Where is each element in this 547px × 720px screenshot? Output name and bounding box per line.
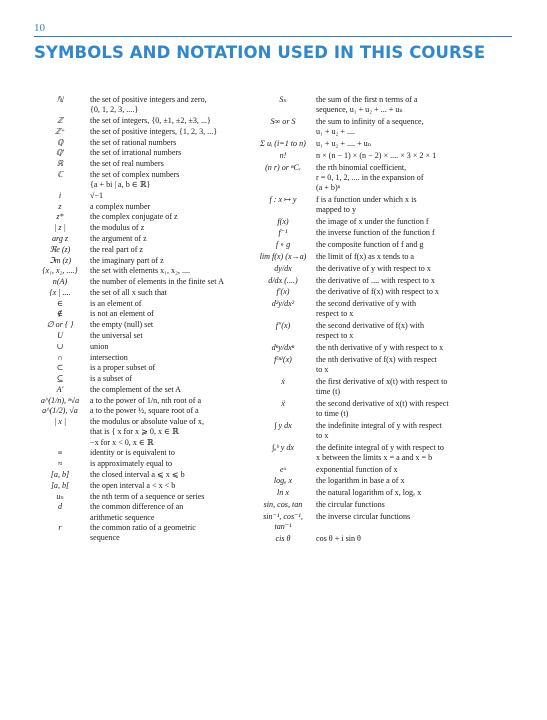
description-line: the set of positive integers and zero, xyxy=(90,95,207,104)
notation-symbol: f′(x) xyxy=(276,287,290,297)
notation-symbol: ∫ y dx xyxy=(274,420,292,430)
notation-row xyxy=(34,448,280,458)
notation-symbol: Σ uᵢ (i=1 to n) xyxy=(260,138,306,148)
notation-symbol: ℂ xyxy=(57,169,63,179)
notation-row xyxy=(34,309,280,319)
notation-row xyxy=(254,240,520,250)
description-line: u₁ + u₂ + .... + uₙ xyxy=(316,138,372,148)
notation-row xyxy=(34,212,280,222)
notation-row xyxy=(254,217,520,227)
notation-symbol: ∩ xyxy=(57,352,63,362)
notation-row xyxy=(254,476,520,486)
notation-symbol: ℚ′ xyxy=(55,148,65,158)
notation-description xyxy=(316,287,520,297)
top-rule xyxy=(34,36,512,37)
notation-row xyxy=(254,343,520,353)
description-line: the definite integral of y with respect to xyxy=(316,442,444,452)
description-line: the sum to infinity of a sequence, xyxy=(316,116,424,126)
notation-description xyxy=(90,342,280,352)
notation-symbol: d/dx (....) xyxy=(268,275,298,285)
notation-symbol: {x | .... xyxy=(49,287,71,297)
notation-description xyxy=(316,163,520,194)
description-line: the complement of the set A xyxy=(90,384,182,394)
notation-row xyxy=(254,95,520,115)
notation-row xyxy=(254,488,520,498)
notation-description xyxy=(316,399,520,419)
notation-symbol: arg z xyxy=(51,233,69,243)
description-line: the sum of the first n terms of a xyxy=(316,95,418,104)
description-line: the nth term of a sequence or series xyxy=(90,491,205,501)
notation-description xyxy=(90,234,280,244)
notation-row xyxy=(34,116,280,126)
description-line: the complex conjugate of z xyxy=(90,212,178,222)
notation-row xyxy=(34,342,280,352)
description-line: intersection xyxy=(90,352,128,362)
description-line: r = 0, 1, 2, .... in the expansion of xyxy=(316,172,424,182)
notation-description xyxy=(90,191,280,201)
notation-row xyxy=(34,191,280,201)
notation-description xyxy=(90,417,280,448)
notation-symbol: dy/dx xyxy=(274,263,292,273)
notation-symbol: dⁿy/dxⁿ xyxy=(271,343,295,353)
description-line: −x for x < 0, x ∈ ℝ xyxy=(90,437,154,447)
notation-description xyxy=(90,288,280,298)
notation-row xyxy=(254,139,520,149)
description-line: the set of rational numbers xyxy=(90,137,177,147)
notation-description xyxy=(90,223,280,233)
notation-description xyxy=(316,377,520,397)
notation-description xyxy=(316,421,520,441)
description-line: respect to x xyxy=(316,309,354,319)
notation-symbol: i xyxy=(58,190,62,200)
description-line: a complex number xyxy=(90,201,151,211)
description-line: u₁ + u₂ + .... xyxy=(316,127,356,137)
notation-row xyxy=(254,276,520,286)
notation-description xyxy=(90,492,280,502)
notation-row xyxy=(34,353,280,363)
notation-description xyxy=(90,459,280,469)
notation-row xyxy=(34,396,280,406)
notation-symbol: logₐ x xyxy=(273,476,293,486)
notation-row xyxy=(34,245,280,255)
notation-row xyxy=(34,127,280,137)
description-line: the modulus or absolute value of x, xyxy=(90,417,204,427)
notation-symbol: ℚ xyxy=(56,137,64,147)
description-line: the inverse circular functions xyxy=(316,511,411,521)
notation-description xyxy=(90,406,280,416)
notation-description xyxy=(90,502,280,522)
notation-symbol: ]a, b[ xyxy=(50,480,70,490)
notation-symbol: ⊆ xyxy=(56,374,64,384)
description-line: {0, 1, 2, 3, ....} xyxy=(90,105,139,115)
description-line: the composite function of f and g xyxy=(316,240,424,250)
notation-description xyxy=(316,355,520,375)
description-line: the nth derivative of f(x) with respect xyxy=(316,354,437,364)
notation-description xyxy=(316,534,520,544)
description-line: f is a function under which x is xyxy=(316,194,417,204)
notation-symbol: n! xyxy=(279,150,287,160)
description-line: respect to x xyxy=(316,331,354,341)
notation-symbol: ẍ xyxy=(281,398,285,408)
description-line: the set of all x such that xyxy=(90,287,167,297)
description-line: sequence, u₁ + u₂ + ... + uₙ xyxy=(316,105,403,115)
notation-description xyxy=(90,245,280,255)
notation-row xyxy=(34,374,280,384)
description-line: identity or is equivalent to xyxy=(90,448,175,458)
description-line: the derivative of f(x) with respect to x xyxy=(316,287,439,297)
notation-row xyxy=(254,512,520,532)
notation-description xyxy=(316,252,520,262)
notation-row xyxy=(254,151,520,161)
notation-symbol: {x₁, x₂, ....} xyxy=(42,266,78,276)
notation-description xyxy=(316,299,520,319)
notation-row xyxy=(34,502,280,522)
notation-description xyxy=(316,151,520,161)
notation-row xyxy=(34,277,280,287)
description-line: the common ratio of a geometric xyxy=(90,523,196,533)
notation-row xyxy=(254,287,520,297)
notation-description xyxy=(316,117,520,137)
notation-description xyxy=(316,443,520,463)
description-line: is a subset of xyxy=(90,374,133,384)
notation-row xyxy=(254,377,520,397)
notation-symbol: ≈ xyxy=(57,459,63,469)
notation-description xyxy=(90,309,280,319)
notation-row xyxy=(254,443,520,463)
notation-description xyxy=(316,512,520,522)
notation-row xyxy=(34,170,280,190)
notation-symbol: sin, cos, tan xyxy=(263,500,303,509)
notation-row xyxy=(34,223,280,233)
notation-description xyxy=(316,343,520,353)
notation-row xyxy=(254,534,520,544)
notation-row xyxy=(254,252,520,262)
description-line: √−1 xyxy=(90,190,104,200)
description-line: is a proper subset of xyxy=(90,363,156,373)
notation-symbol: d xyxy=(57,502,63,512)
notation-row xyxy=(34,256,280,266)
left-notation-column xyxy=(34,95,280,544)
description-line: to x xyxy=(316,430,329,440)
description-line: a to the power of 1/n, nth root of a xyxy=(90,395,202,405)
notation-symbol: ℤ⁺ xyxy=(54,126,66,136)
notation-symbol: f⁻¹ xyxy=(278,228,288,238)
notation-row xyxy=(254,399,520,419)
notation-row xyxy=(34,234,280,244)
notation-row xyxy=(34,459,280,469)
notation-row xyxy=(34,266,280,276)
description-line: the second derivative of y with xyxy=(316,299,417,309)
notation-row xyxy=(254,163,520,194)
notation-row xyxy=(254,299,520,319)
description-line: union xyxy=(90,341,109,351)
notation-row xyxy=(34,288,280,298)
description-line: the limit of f(x) as x tends to a xyxy=(316,251,415,261)
notation-symbol: f⁽ⁿ⁾(x) xyxy=(274,354,292,364)
description-line: n × (n − 1) × (n − 2) × .... × 3 × 2 × 1 xyxy=(316,150,437,160)
description-line: arithmetic sequence xyxy=(90,512,155,522)
notation-symbol: f : x ↦ y xyxy=(269,194,297,204)
notation-row xyxy=(254,228,520,238)
notation-description xyxy=(90,331,280,341)
notation-description xyxy=(316,488,520,498)
description-line: is not an element of xyxy=(90,309,154,319)
notation-symbol: S∞ or S xyxy=(270,116,296,126)
right-notation-column xyxy=(254,95,520,546)
notation-description xyxy=(316,195,520,215)
description-line: the rth binomial coefficient, xyxy=(316,162,407,172)
description-line: the circular functions xyxy=(316,500,385,509)
description-line: is approximately equal to xyxy=(90,459,173,469)
notation-row xyxy=(254,421,520,441)
description-line: the second derivative of f(x) with xyxy=(316,321,425,331)
description-line: the universal set xyxy=(90,331,143,340)
notation-symbol: ∈ xyxy=(57,298,63,308)
notation-row xyxy=(34,331,280,341)
notation-description xyxy=(316,240,520,250)
notation-symbol: [a, b] xyxy=(50,469,70,479)
description-line: {a + bi | a, b ∈ ℝ} xyxy=(90,180,151,190)
description-line: exponential function of x xyxy=(316,464,398,474)
description-line: the nth derivative of y with respect to x xyxy=(316,343,444,353)
notation-symbol: ∪ xyxy=(56,341,64,351)
notation-symbol: ℤ xyxy=(56,115,64,125)
notation-description xyxy=(316,465,520,475)
description-line: the set of integers, {0, ±1, ±2, ±3, ...} xyxy=(90,115,211,125)
notation-symbol: (n r) or ⁿCᵣ xyxy=(265,162,301,172)
notation-row xyxy=(254,355,520,375)
notation-symbol: z xyxy=(58,201,62,211)
description-line: the set of irrational numbers xyxy=(90,148,182,158)
notation-row xyxy=(34,417,280,448)
notation-symbol: d²y/dx² xyxy=(271,299,295,309)
description-line: x between the limits x = a and x = b xyxy=(316,452,433,462)
notation-description xyxy=(316,500,520,510)
notation-description xyxy=(90,256,280,266)
notation-symbol: f″(x) xyxy=(275,321,291,331)
description-line: the derivative of .... with respect to x xyxy=(316,275,435,285)
notation-row xyxy=(34,385,280,395)
notation-symbol: ẋ xyxy=(281,376,285,386)
notation-symbol: uₙ xyxy=(56,491,64,501)
notation-symbol: ℑm (z) xyxy=(48,255,72,265)
notation-description xyxy=(90,202,280,212)
notation-row xyxy=(254,195,520,215)
notation-symbol: ln x xyxy=(277,488,289,498)
description-line: the set with elements x₁, x₂, .... xyxy=(90,266,191,276)
notation-symbol: ⊂ xyxy=(56,363,64,373)
description-line: the closed interval a ⩽ x ⩽ b xyxy=(90,469,185,479)
notation-description xyxy=(90,127,280,137)
notation-symbol: U xyxy=(57,331,63,340)
notation-description xyxy=(90,448,280,458)
notation-row xyxy=(34,492,280,502)
description-line: the set of complex numbers xyxy=(90,169,180,179)
notation-row xyxy=(34,320,280,330)
notation-description xyxy=(90,470,280,480)
description-line: mapped to y xyxy=(316,204,357,214)
notation-description xyxy=(90,374,280,384)
notation-row xyxy=(34,148,280,158)
notation-row xyxy=(254,321,520,341)
notation-symbol: ∫ₐᵇ y dx xyxy=(271,442,295,452)
description-line: the common difference of an xyxy=(90,502,184,512)
notation-row xyxy=(254,117,520,137)
page-title: SYMBOLS AND NOTATION USED IN THIS COURSE xyxy=(34,43,486,62)
description-line: the real part of z xyxy=(90,244,144,254)
notation-description xyxy=(90,95,280,115)
page-number: 10 xyxy=(34,22,45,34)
notation-symbol: a^(1/n), ⁿ√a xyxy=(40,395,80,405)
description-line: the argument of z xyxy=(90,233,147,243)
notation-description xyxy=(316,476,520,486)
notation-description xyxy=(316,217,520,227)
notation-symbol: | x | xyxy=(53,417,67,427)
description-line: the indefinite integral of y with respect xyxy=(316,420,442,430)
description-line: the open interval a < x < b xyxy=(90,480,176,490)
notation-description xyxy=(90,212,280,222)
notation-symbol: ℝ xyxy=(56,159,64,169)
notation-description xyxy=(90,320,280,330)
notation-symbol: n(A) xyxy=(52,277,68,287)
description-line: the set of positive integers, {1, 2, 3, ...} xyxy=(90,126,218,136)
description-line: cos θ + i sin θ xyxy=(316,533,361,543)
description-line: the natural logarithm of x, logₑ x xyxy=(316,488,422,498)
notation-symbol: cis θ xyxy=(275,533,291,543)
description-line: (a + b)ⁿ xyxy=(316,182,341,192)
notation-symbol: eˣ xyxy=(280,464,286,474)
notation-description xyxy=(90,363,280,373)
description-line: the imaginary part of z xyxy=(90,255,164,265)
description-line: is an element of xyxy=(90,298,142,308)
notation-description xyxy=(316,321,520,341)
description-line: the empty (null) set xyxy=(90,320,154,330)
notation-row xyxy=(254,264,520,274)
notation-symbol: ∅ or { } xyxy=(46,320,74,330)
notation-row xyxy=(34,363,280,373)
notation-row xyxy=(34,138,280,148)
notation-symbol: lim f(x) (x→a) xyxy=(259,251,307,261)
description-line: a to the power ½, square root of a xyxy=(90,406,199,416)
notation-symbol: Sₙ xyxy=(279,95,287,104)
notation-row xyxy=(34,202,280,212)
description-line: to time (t) xyxy=(316,408,349,418)
description-line: the number of elements in the finite set A xyxy=(90,277,224,287)
notation-description xyxy=(90,170,280,190)
notation-symbol: ∉ xyxy=(57,309,63,319)
notation-row xyxy=(254,500,520,510)
notation-row xyxy=(34,95,280,115)
description-line: the modulus of z xyxy=(90,223,145,233)
notation-symbol: | z | xyxy=(54,223,66,233)
notation-description xyxy=(316,95,520,115)
description-line: to x xyxy=(316,365,329,374)
description-line: the second derivative of x(t) with respect xyxy=(316,398,449,408)
notation-row xyxy=(34,470,280,480)
notation-symbol: sin⁻¹, cos⁻¹, tan⁻¹ xyxy=(263,511,303,531)
notation-description xyxy=(90,481,280,491)
notation-row xyxy=(34,523,280,543)
notation-description xyxy=(90,266,280,276)
notation-symbol: ℜe (z) xyxy=(49,244,71,254)
notation-row xyxy=(34,159,280,169)
notation-symbol: f ∘ g xyxy=(275,240,291,250)
notation-description xyxy=(316,139,520,149)
notation-description xyxy=(316,264,520,274)
notation-description xyxy=(90,523,280,543)
description-line: the image of x under the function f xyxy=(316,216,429,226)
notation-description xyxy=(316,228,520,238)
notation-symbol: f(x) xyxy=(277,216,289,226)
description-line: the logarithm in base a of x xyxy=(316,476,405,486)
notation-symbol: a^(1/2), √a xyxy=(42,406,78,416)
notation-row xyxy=(34,481,280,491)
description-line: the set of real numbers xyxy=(90,159,164,169)
notation-symbol: A′ xyxy=(56,384,64,394)
notation-row xyxy=(34,299,280,309)
description-line: time (t) xyxy=(316,386,341,396)
notation-description xyxy=(90,148,280,158)
notation-description xyxy=(90,299,280,309)
notation-symbol: ℕ xyxy=(56,95,64,104)
notation-description xyxy=(90,385,280,395)
notation-row xyxy=(34,406,280,416)
description-line: sequence xyxy=(90,533,120,543)
notation-description xyxy=(316,276,520,286)
notation-description xyxy=(90,277,280,287)
notation-row xyxy=(254,465,520,475)
description-line: the inverse function of the function f xyxy=(316,228,435,238)
notation-description xyxy=(90,396,280,406)
description-line: the derivative of y with respect to x xyxy=(316,263,431,273)
notation-symbol: r xyxy=(58,523,62,533)
notation-description xyxy=(90,353,280,363)
description-line: the first derivative of x(t) with respect to xyxy=(316,376,448,386)
notation-symbol: z* xyxy=(56,212,64,222)
notation-description xyxy=(90,138,280,148)
notation-symbol: ≡ xyxy=(57,448,63,458)
description-line: that is { x for x ⩾ 0, x ∈ ℝ xyxy=(90,427,179,437)
notation-description xyxy=(90,116,280,126)
notation-description xyxy=(90,159,280,169)
